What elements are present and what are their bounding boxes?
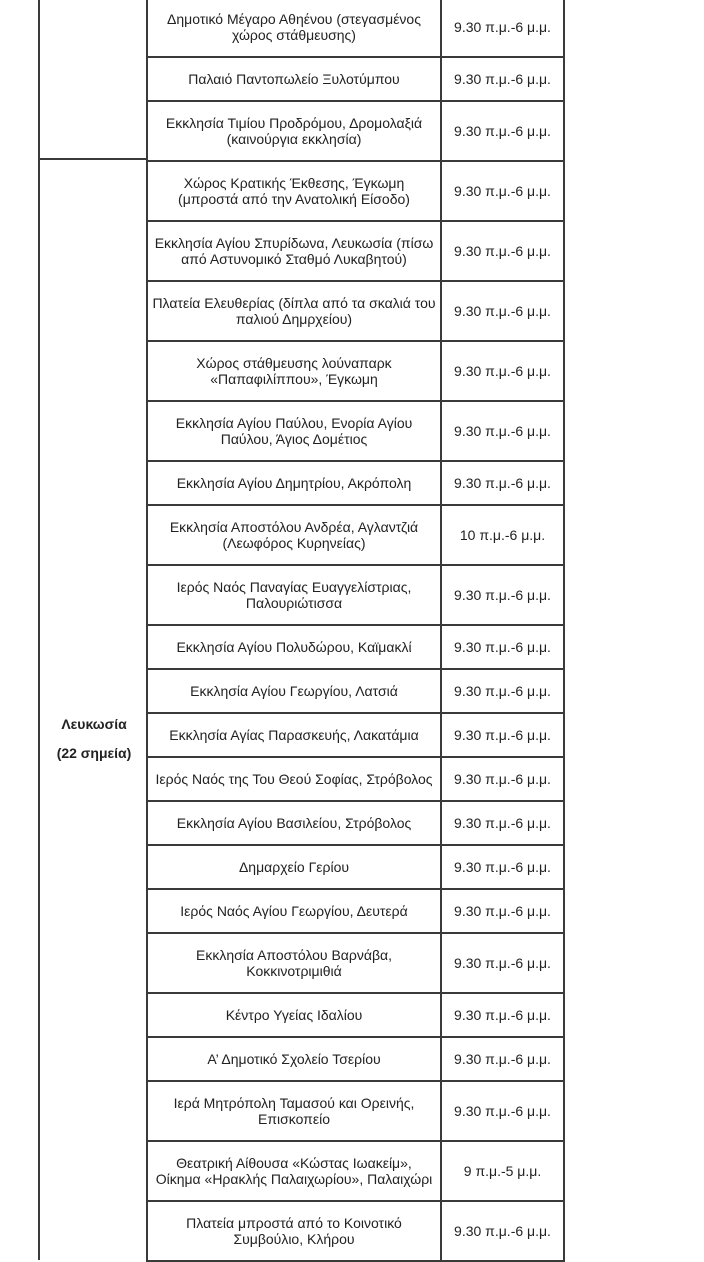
location-cell: Εκκλησία Αποστόλου Ανδρέα, Αγλαντζιά (Λεωφόρος Κυρηνείας): [146, 506, 442, 564]
table-row: [146, 566, 565, 626]
location-cell: Εκκλησία Αγίου Γεωργίου, Λατσιά: [146, 670, 442, 712]
table-row: [146, 1202, 565, 1262]
location-cell: Εκκλησία Αποστόλου Βαρνάβα, Κοκκινοτριμιθιά: [146, 934, 442, 992]
hours-cell: 9.30 π.μ.-6 μ.μ.: [442, 162, 565, 220]
table-row: [146, 934, 565, 994]
location-cell: Α’ Δημοτικό Σχολείο Τσερίου: [146, 1038, 442, 1080]
location-cell: Δημοτικό Μέγαρο Αθηένου (στεγασμένος χώρος στάθμευσης): [146, 0, 442, 56]
hours-cell: 9.30 π.μ.-6 μ.μ.: [442, 758, 565, 800]
hours-cell: 9.30 π.μ.-6 μ.μ.: [442, 890, 565, 932]
district-cell-nicosia: [38, 160, 146, 1260]
table-row: [146, 802, 565, 846]
location-cell: Χώρος στάθμευσης λούναπαρκ «Παπαφιλίππου», Έγκωμη: [146, 342, 442, 400]
location-cell: Χώρος Κρατικής Έκθεσης, Έγκωμη (μπροστά από την Ανατολική Είσοδο): [146, 162, 442, 220]
table-row: [146, 714, 565, 758]
hours-cell: 9.30 π.μ.-6 μ.μ.: [442, 102, 565, 160]
location-cell: Εκκλησία Αγίου Πολυδώρου, Καϊμακλί: [146, 626, 442, 668]
hours-cell: 9.30 π.μ.-6 μ.μ.: [442, 282, 565, 340]
hours-cell: 9.30 π.μ.-6 μ.μ.: [442, 670, 565, 712]
location-cell: Εκκλησία Αγίου Βασιλείου, Στρόβολος: [146, 802, 442, 844]
district-column: [38, 0, 146, 1260]
hours-cell: 9.30 π.μ.-6 μ.μ.: [442, 626, 565, 668]
table-row: [146, 282, 565, 342]
table-row: [146, 1038, 565, 1082]
table-row: [146, 402, 565, 462]
district-cell-previous: [38, 0, 146, 160]
hours-cell: 9.30 π.μ.-6 μ.μ.: [442, 462, 565, 504]
hours-cell: 9.30 π.μ.-6 μ.μ.: [442, 934, 565, 992]
table-row: [146, 1142, 565, 1202]
table-row: [146, 670, 565, 714]
table-row: [146, 994, 565, 1038]
table-row: [146, 342, 565, 402]
table-row: [146, 162, 565, 222]
hours-cell: 9.30 π.μ.-6 μ.μ.: [442, 58, 565, 100]
hours-cell: 9.30 π.μ.-6 μ.μ.: [442, 1082, 565, 1140]
location-cell: Εκκλησία Τιμίου Προδρόμου, Δρομολαξιά (καινούργια εκκλησία): [146, 102, 442, 160]
rows-column: [146, 0, 565, 1262]
location-cell: Ιερός Ναός της Του Θεού Σοφίας, Στρόβολος: [146, 758, 442, 800]
table-row: [146, 758, 565, 802]
location-cell: Πλατεία Ελευθερίας (δίπλα από τα σκαλιά του παλιού Δημρχείου): [146, 282, 442, 340]
hours-cell: 9 π.μ.-5 μ.μ.: [442, 1142, 565, 1200]
location-cell: Εκκλησία Αγίου Σπυρίδωνα, Λευκωσία (πίσω από Αστυνομικό Σταθμό Λυκαβητού): [146, 222, 442, 280]
table-row: [146, 1082, 565, 1142]
table-row: [146, 102, 565, 162]
hours-cell: 9.30 π.μ.-6 μ.μ.: [442, 1038, 565, 1080]
hours-cell: 9.30 π.μ.-6 μ.μ.: [442, 802, 565, 844]
location-cell: Πλατεία μπροστά από το Κοινοτικό Συμβούλιο, Κλήρου: [146, 1202, 442, 1260]
location-cell: Κέντρο Υγείας Ιδαλίου: [146, 994, 442, 1036]
table-row: [146, 846, 565, 890]
hours-cell: 9.30 π.μ.-6 μ.μ.: [442, 846, 565, 888]
hours-cell: 9.30 π.μ.-6 μ.μ.: [442, 1202, 565, 1260]
table-row: [146, 506, 565, 566]
table-row: [146, 462, 565, 506]
location-cell: Δημαρχείο Γερίου: [146, 846, 442, 888]
location-cell: Ιερός Ναός Αγίου Γεωργίου, Δευτερά: [146, 890, 442, 932]
hours-cell: 9.30 π.μ.-6 μ.μ.: [442, 222, 565, 280]
hours-cell: 9.30 π.μ.-6 μ.μ.: [442, 714, 565, 756]
table-row: [146, 58, 565, 102]
district-name: Λευκωσία: [61, 716, 127, 732]
location-cell: Εκκλησία Αγίου Δημητρίου, Ακρόπολη: [146, 462, 442, 504]
location-cell: Εκκλησία Αγίου Παύλου, Ενορία Αγίου Παύλου, Άγιος Δομέτιος: [146, 402, 442, 460]
hours-cell: 10 π.μ.-6 μ.μ.: [442, 506, 565, 564]
hours-cell: 9.30 π.μ.-6 μ.μ.: [442, 0, 565, 56]
hours-cell: 9.30 π.μ.-6 μ.μ.: [442, 402, 565, 460]
table-row: [146, 222, 565, 282]
location-cell: Παλαιό Παντοπωλείο Ξυλοτύμπου: [146, 58, 442, 100]
hours-cell: 9.30 π.μ.-6 μ.μ.: [442, 342, 565, 400]
location-cell: Ιερός Ναός Παναγίας Ευαγγελίστριας, Παλουριώτισσα: [146, 566, 442, 624]
location-cell: Εκκλησία Αγίας Παρασκευής, Λακατάμια: [146, 714, 442, 756]
location-cell: Θεατρική Αίθουσα «Κώστας Ιωακείμ», Οίκημα «Ηρακλής Παλαιχωρίου», Παλαιχώρι: [146, 1142, 442, 1200]
table-row: [146, 626, 565, 670]
hours-cell: 9.30 π.μ.-6 μ.μ.: [442, 566, 565, 624]
location-cell: Ιερά Μητρόπολη Ταμασού και Ορεινής, Επισκοπείο: [146, 1082, 442, 1140]
hours-cell: 9.30 π.μ.-6 μ.μ.: [442, 994, 565, 1036]
table-row: [146, 0, 565, 58]
district-count: (22 σημεία): [56, 745, 132, 761]
table-row: [146, 890, 565, 934]
distribution-points-table: [38, 0, 565, 1260]
